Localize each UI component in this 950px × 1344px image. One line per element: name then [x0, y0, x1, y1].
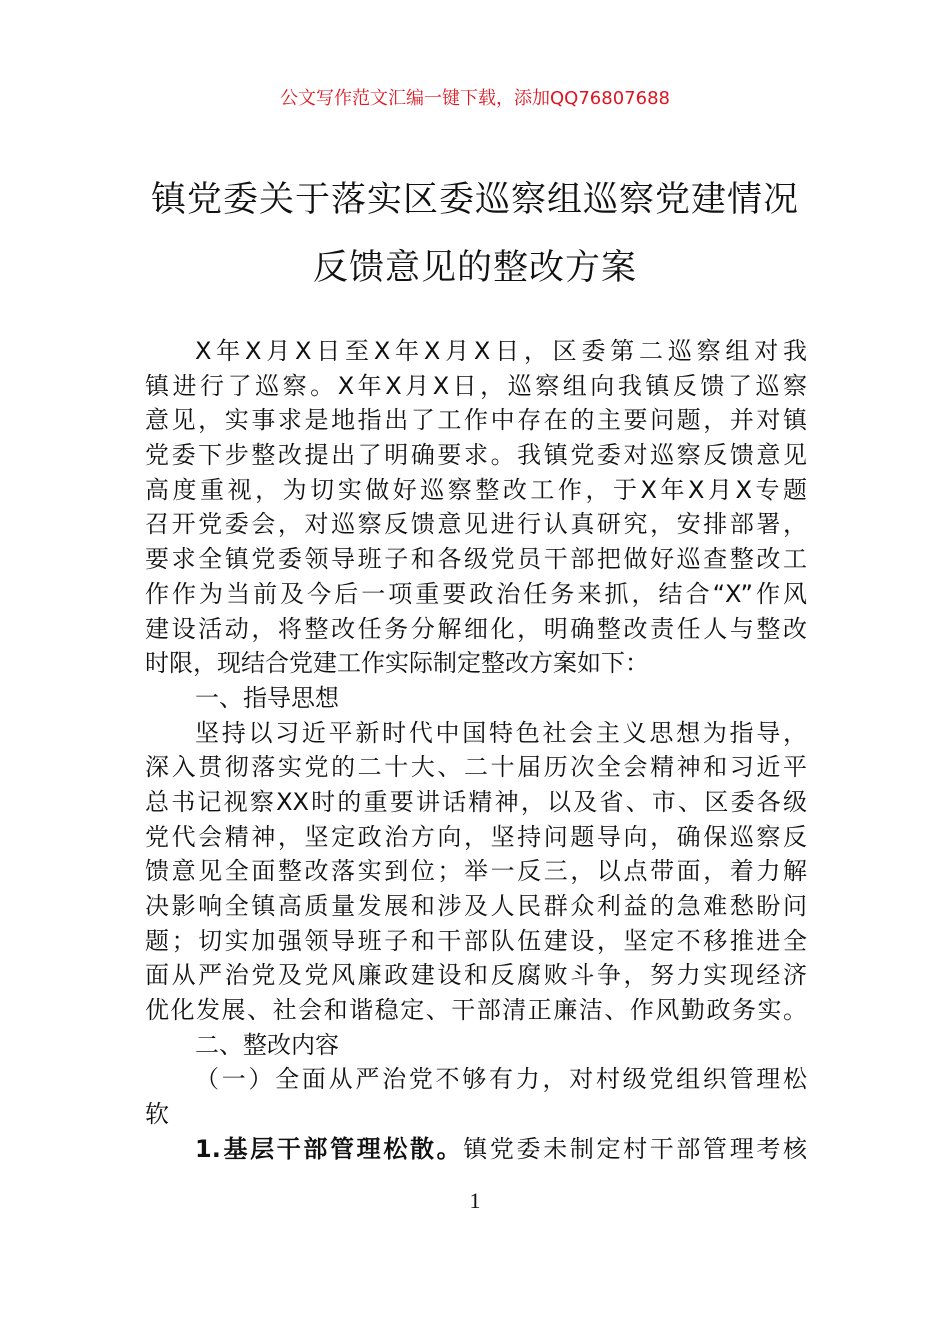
body-line: 时限，现结合党建工作实际制定整改方案如下：: [145, 649, 649, 678]
body-line: 题；切实加强领导班子和干部队伍建设，坚定不移推进全: [145, 926, 807, 955]
subsection-heading-end: 软: [145, 1100, 169, 1129]
document-title-line-1: 镇党委关于落实区委巡察组巡察党建情况: [150, 180, 799, 220]
body-line: X年X月X日至X年X月X日，区委第二巡察组对我: [195, 337, 807, 365]
subsection-heading: （一）全面从严治党不够有力，对村级党组织管理松: [195, 1065, 807, 1094]
body-line: 要求全镇党委领导班子和各级党员干部把做好巡查整改工: [145, 545, 807, 574]
document-body: [145, 334, 807, 1167]
item-text: 镇党委未制定村干部管理考核: [463, 1134, 807, 1163]
body-line: 馈意见全面整改落实到位；举一反三，以点带面，着力解: [145, 857, 807, 886]
download-banner: 公文写作范文汇编一键下载，添加QQ76807688: [280, 88, 670, 109]
body-line: 党代会精神，坚定政治方向，坚持问题导向，确保巡察反: [145, 822, 807, 851]
body-line: 作作为当前及今后一项重要政治任务来抓，结合“X”作风: [145, 579, 807, 608]
body-line: 总书记视察XX时的重要讲话精神，以及省、市、区委各级: [145, 787, 807, 816]
body-line: [145, 1132, 807, 1167]
body-line: 建设活动，将整改任务分解细化，明确整改责任人与整改: [145, 614, 807, 643]
item-heading: 1.基层干部管理松散。: [195, 1134, 464, 1163]
body-line: 镇进行了巡察。X年X月X日，巡察组向我镇反馈了巡察: [145, 371, 807, 400]
body-line: 高度重视，为切实做好巡察整改工作，于X年X月X专题: [145, 475, 807, 504]
body-line: 党委下步整改提出了明确要求。我镇党委对巡察反馈意见: [145, 441, 807, 470]
section-heading: 一、指导思想: [195, 683, 339, 712]
document-title-line-2: 反馈意见的整改方案: [312, 248, 637, 288]
page-number: 1: [469, 1188, 481, 1213]
section-heading: 二、整改内容: [195, 1030, 339, 1059]
body-line: 召开党委会，对巡察反馈意见进行认真研究，安排部署，: [145, 510, 807, 539]
body-line: 决影响全镇高质量发展和涉及人民群众利益的急难愁盼问: [145, 892, 807, 920]
body-line: 意见，实事求是地指出了工作中存在的主要问题，并对镇: [145, 406, 807, 435]
body-line: 坚持以习近平新时代中国特色社会主义思想为指导，: [195, 718, 807, 747]
body-line: 面从严治党及党风廉政建设和反腐败斗争，努力实现经济: [145, 961, 807, 990]
body-line: 深入贯彻落实党的二十大、二十届历次全会精神和习近平: [145, 753, 807, 782]
body-line: 优化发展、社会和谐稳定、干部清正廉洁、作风勤政务实。: [145, 996, 807, 1025]
